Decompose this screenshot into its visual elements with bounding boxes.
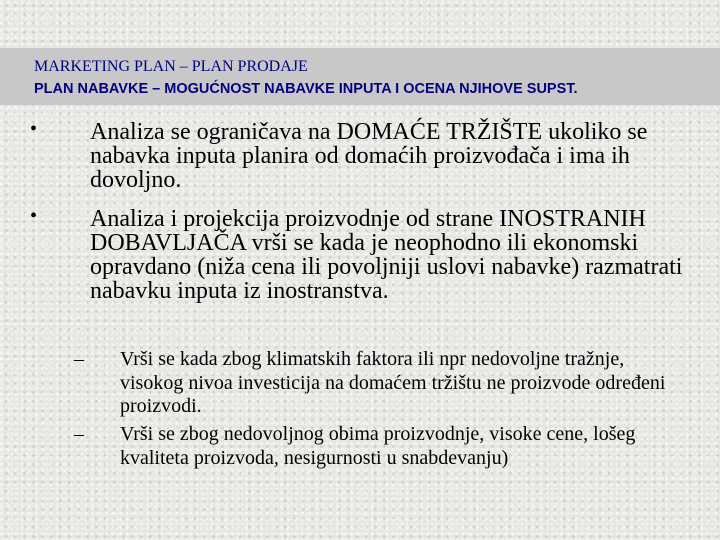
sub-bullet-item-climate-factors: Vrši se kada zbog klimatskih faktora ili npr nedovoljne tražnje, visokog nivoa investicija na domaćem tržištu ne proizvode određeni proizvodi.	[120, 348, 666, 417]
bullet-marker: •	[30, 118, 38, 140]
slide-header	[0, 48, 720, 105]
sub-bullet-marker: –	[74, 423, 84, 445]
sub-bullet-item-production-volume: Vrši se zbog nedovoljnog obima proizvodnje, visoke cene, lošeg kvaliteta proizvoda, nesigurnosti u snabdevanju)	[120, 423, 636, 469]
sub-bullet-marker: –	[74, 348, 84, 370]
bullet-item-domestic-market: Analiza se ograničava na DOMAĆE TRŽIŠTE ukoliko se nabavka inputa planira od domaćih proizvođača i ima ih dovoljno.	[90, 119, 648, 193]
header-title-line-2: PLAN NABAVKE – MOGUĆNOST NABAVKE INPUTA I OCENA NJIHOVE SUPST.	[34, 81, 578, 97]
header-title-line-1: MARKETING PLAN – PLAN PRODAJE	[34, 58, 308, 75]
bullet-item-foreign-suppliers: Analiza i projekcija proizvodnje od strane INOSTRANIH DOBAVLJAČA vrši se kada je neophodno ili ekonomski opravdano (niža cena ili povoljniji uslovi nabavke) razmatrati nabavku inputa iz inostranstva.	[90, 206, 683, 304]
bullet-marker: •	[30, 205, 38, 227]
